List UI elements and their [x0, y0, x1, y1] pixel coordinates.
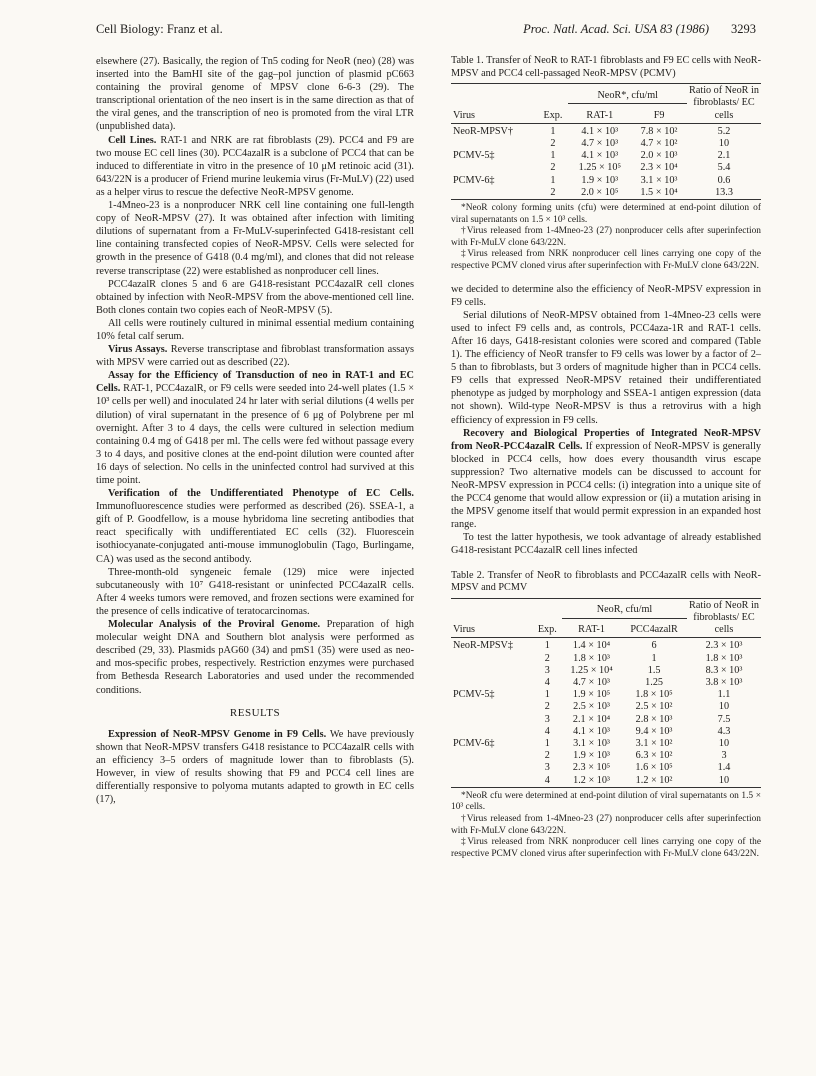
table-row [451, 677, 761, 689]
cell-virus [451, 726, 533, 738]
paragraph-text: we decided to determine also the efficiency of NeoR-MPSV expression in F9 cells. [451, 283, 761, 308]
running-header [96, 22, 756, 40]
cell-a: 1.2 × 10³ [562, 775, 621, 788]
cell-ratio: 2.3 × 10³ [705, 640, 743, 652]
paragraph-text: Immunofluorescence studies were performed as described (26). SSEA-1, a gift of P. Goodfellow, is a mouse hybridoma line secreting antibodies that react specifically with undifferentiated EC cells (32). Fluorescein isothiocyanate-conjugated anti-mouse immunoglobulin (Tago, Burlingame, CA) was used as the second antibody. [96, 501, 414, 565]
table-footnotes [451, 203, 761, 273]
cell-a: 3.1 × 10³ [573, 737, 610, 749]
journal-citation: Proc. Natl. Acad. Sci. USA 83 (1986) [523, 22, 709, 36]
paragraph-text: Three-month-old syngeneic female (129) mice were injected subcutaneously with 10⁷ G418-resistant or uninfected PCC4azalR cells. After 4 weeks tumors were removed, and frozen sections were examined for the presence of cells indicative of teratocarcinomas. [96, 566, 414, 617]
cell-virus [451, 775, 533, 788]
table-row [451, 665, 761, 677]
cell-virus [451, 677, 533, 689]
cell-exp: 2 [544, 652, 550, 664]
col-header-a: RAT-1 [568, 103, 631, 123]
data-table [451, 598, 761, 788]
paragraph [96, 487, 414, 566]
cell-virus [451, 762, 533, 774]
footnote: †Virus released from 1-4Mneo-23 (27) nonproducer cells after superinfection with Fr-MuLV clone 643/22N. [451, 226, 761, 248]
table-row [451, 750, 761, 762]
cell-exp: 4 [533, 775, 562, 788]
cell-exp: 1 [544, 640, 550, 652]
paragraph-heading: Verification of the Undifferentiated Phenotype of EC Cells. [108, 488, 414, 500]
running-head-right [523, 22, 756, 37]
cell-virus: NeoR-MPSV† [453, 125, 514, 137]
cell-exp: 1 [544, 737, 550, 749]
paragraph-heading: Expression of NeoR-MPSV Genome in F9 Cells. [108, 728, 327, 740]
table-title: Table 1. Transfer of NeoR to RAT-1 fibroblasts and F9 EC cells with NeoR-MPSV and PCC4 cell-passaged NeoR-MPSV (PCMV) [451, 55, 761, 79]
cell-ratio: 7.5 [717, 713, 731, 725]
cell-b: 3.1 × 10³ [640, 174, 678, 186]
cell-exp: 1 [550, 125, 556, 137]
table-1 [451, 55, 761, 273]
cell-virus [451, 162, 537, 174]
cell-ratio: 4.3 [717, 725, 731, 737]
cell-b: 9.4 × 10³ [635, 725, 673, 737]
table-row [451, 162, 761, 174]
col-header-virus: Virus [451, 598, 533, 638]
cell-virus: PCMV-5‡ [453, 150, 495, 162]
cell-b: 2.3 × 10⁴ [640, 162, 678, 174]
cell-virus: PCMV-6‡ [453, 174, 495, 186]
paragraph-heading: Cell Lines. [108, 134, 157, 146]
cell-ratio: 1.1 [717, 689, 731, 701]
paragraph [96, 566, 414, 618]
cell-exp: 2 [550, 162, 556, 174]
table-row [451, 175, 761, 187]
paragraph [451, 427, 761, 532]
cell-a: 4.1 × 10³ [581, 150, 619, 162]
col-header-ratio: Ratio of NeoR in fibroblasts/ EC cells [687, 598, 761, 638]
cell-a: 2.0 × 10⁵ [568, 187, 631, 200]
cell-exp: 4 [544, 676, 550, 688]
paragraph [96, 55, 414, 134]
paragraph [451, 531, 761, 557]
col-header-virus: Virus [451, 84, 537, 124]
table-row [451, 689, 761, 701]
cell-exp: 2 [544, 701, 550, 713]
cell-b: 6 [651, 640, 657, 652]
paragraph-text: All cells were routinely cultured in minimal essential medium containing 10% fetal calf serum. [96, 317, 414, 342]
table-row [451, 775, 761, 788]
paragraph-text: We have previously shown that NeoR-MPSV transfers G418 resistance to PCC4azalR cells with an efficiency 3–5 orders of magnitude lower than to fibroblasts (5). However, in view of results showing that F9 and PCC4 cell lines are differentially responsive to polyoma mutants adapted to growth in EC cells (17), [96, 728, 414, 806]
cell-a: 1.9 × 10³ [573, 750, 610, 762]
cell-ratio: 0.6 [717, 174, 731, 186]
paragraph [451, 309, 761, 427]
cell-ratio: 1.4 [717, 762, 731, 774]
paragraph-heading: Molecular Analysis of the Proviral Genome. [108, 619, 321, 631]
cell-virus [451, 701, 533, 713]
paragraph-heading: Recovery and Biological Properties of Integrated NeoR-MPSV from NeoR-PCC4azalR Cells. [451, 427, 761, 452]
paragraph-text: Serial dilutions of NeoR-MPSV obtained from 1-4Mneo-23 cells were used to infect F9 cells and, as controls, PCC4aza-1R and RAT-1 cells. After 16 days, G418-resistant colonies were scored and compared (Table 1). The efficiency of NeoR transfer to F9 cells was lower by a factor of 2–5 than to fibroblasts, but 3 orders of magnitude higher than in PCC4 cells. F9 cells that expressed NeoR-MPSV retained their undifferentiated phenotype as judged by morphology and SSEA-1 antigen expression (data not shown). Wild-type NeoR-MPSV is thus a retrovirus with a high efficiency of expression in F9 cells. [451, 309, 761, 426]
paragraph [451, 283, 761, 309]
cell-exp: 3 [544, 762, 550, 774]
cell-b: 1.8 × 10⁵ [635, 689, 673, 701]
cell-virus: NeoR-MPSV‡ [453, 640, 514, 652]
paragraph [96, 199, 414, 278]
cell-b: 1.6 × 10⁵ [635, 762, 673, 774]
paragraph [96, 618, 414, 697]
paragraph [96, 343, 414, 369]
cell-b: 2.0 × 10³ [640, 150, 678, 162]
cell-ratio: 3.8 × 10³ [705, 676, 743, 688]
table-row [451, 187, 761, 200]
cell-b: 1.5 × 10⁴ [631, 187, 687, 200]
paragraph-heading: Assay for the Efficiency of Transduction of neo in RAT-1 and EC Cells. [96, 370, 414, 395]
page-number: 3293 [731, 22, 756, 36]
col-header-ratio: Ratio of NeoR in fibroblasts/ EC cells [687, 84, 761, 124]
table-row [451, 714, 761, 726]
cell-virus [451, 653, 533, 665]
cell-a: 1.9 × 10⁵ [572, 689, 611, 701]
cell-exp: 2 [550, 138, 556, 149]
cell-a: 1.25 × 10⁵ [578, 162, 622, 174]
cell-ratio: 13.3 [687, 187, 761, 200]
paragraph-text: RAT-1, PCC4azalR, or F9 cells were seeded into 24-well plates (1.5 × 10³ cells per well) and inoculated 24 hr later with serial dilutions (4 wells per dilution) of viral supernatant in the presence of 6 μg of Polybrene per ml overnight. After 3 to 4 days, the cells were cultured in selection medium containing 0.4 mg of G418 per ml. The cells were fed without passage every 3 to 4 days, and positive clones at the end-point dilution were counted after 16 days of selection. No cells in the uninfected control had survived at this time point. [96, 383, 414, 486]
cell-exp: 3 [544, 664, 550, 676]
paragraph-heading: Virus Assays. [108, 344, 168, 356]
cell-ratio: 2.1 [717, 150, 731, 162]
cell-a: 4.1 × 10³ [573, 725, 610, 737]
cell-b: 6.3 × 10² [635, 750, 673, 762]
cell-virus [451, 750, 533, 762]
data-table [451, 83, 761, 200]
table-row [451, 638, 761, 653]
table-row [451, 762, 761, 774]
right-column [451, 55, 761, 860]
cell-a: 4.7 × 10³ [581, 138, 619, 149]
col-header-exp: Exp. [537, 84, 568, 124]
cell-a: 1.9 × 10³ [581, 174, 619, 186]
paragraph [96, 728, 414, 807]
cell-b: 1.2 × 10² [621, 775, 687, 788]
cell-ratio: 10 [718, 138, 730, 149]
cell-virus: PCMV-5‡ [453, 689, 495, 701]
table-row [451, 653, 761, 665]
table-row [451, 150, 761, 162]
col-header-b: F9 [631, 103, 687, 123]
cell-a: 1.4 × 10⁴ [572, 640, 611, 652]
cell-exp: 2 [537, 187, 568, 200]
paragraph-text: 1-4Mneo-23 is a nonproducer NRK cell line containing one full-length copy of NeoR-MPSV (27). It was obtained after infection with limiting dilutions of supernatant from a Fr-MuLV-superinfected G418-resistant cell line containing transfected copies of NeoR-MPSV. Cells were selected for growth in the presence of G418 (0.4 mg/ml), and clones that did not release reverse transcriptase (22) were established as nonproducer cell lines. [96, 200, 414, 277]
table-row [451, 138, 761, 150]
cell-virus [451, 714, 533, 726]
footnote: *NeoR colony forming units (cfu) were determined at end-point dilution of viral supernatants on 1.5 × 10³ cells. [451, 203, 761, 225]
cell-exp: 1 [550, 150, 556, 162]
paragraph-text: RAT-1 and NRK are rat fibroblasts (29). PCC4 and F9 are two mouse EC cell lines (30). PCC4azalR is a subclone of PCC4 that can be induced to differentiate in vitro in the presence of 10 μM retinoic acid (31). 643/22N is a producer of Friend murine leukemia virus (Fr-MuLV) (22) used as a helper virus to rescue the defective NeoR-MPSV genome. [96, 134, 414, 198]
table-row [451, 726, 761, 738]
table-row [451, 738, 761, 750]
cell-ratio: 5.4 [717, 162, 731, 174]
cell-exp: 2 [544, 750, 550, 762]
cell-exp: 4 [544, 725, 550, 737]
paragraph [96, 369, 414, 487]
col-header-group: NeoR, cfu/ml [562, 598, 687, 618]
cell-b: 3.1 × 10² [635, 737, 673, 749]
cell-exp: 1 [544, 689, 550, 701]
paragraph-text: PCC4azalR clones 5 and 6 are G418-resistant PCC4azalR cell clones obtained by infection with NeoR-MPSV from the above-mentioned cell line. Both clones contain two copies each of NeoR-MPSV (5). [96, 278, 414, 316]
cell-b: 1.5 [647, 664, 661, 676]
cell-a: 2.1 × 10⁴ [572, 713, 611, 725]
col-header-exp: Exp. [533, 598, 562, 638]
paragraph-text: If expression of NeoR-MPSV is generally blocked in PCC4 cells, how does every thousandth virus escape suppression? Two alternative models can be discussed to account for NeoR-MPSV expression in PCC4 cells: (i) integration into a unique site of the PCC4 genome that would allow expression or (ii) a mutation arising in the MPSV genome itself that would permit expression in an expanded host range. [451, 440, 761, 531]
table-title: Table 2. Transfer of NeoR to fibroblasts and PCC4azalR cells with NeoR-MPSV and PCMV [451, 569, 761, 594]
cell-a: 4.1 × 10³ [581, 125, 619, 137]
cell-b: 1 [651, 652, 657, 664]
paragraph [96, 278, 414, 317]
table-row [451, 701, 761, 713]
left-column [96, 55, 414, 806]
table-2 [451, 570, 761, 861]
cell-b: 4.7 × 10² [640, 138, 678, 149]
cell-virus [451, 187, 537, 200]
paragraph-text: Reverse transcriptase and fibroblast transformation assays with MPSV were carried out as described (22). [96, 344, 414, 369]
running-head-left: Cell Biology: Franz et al. [96, 22, 223, 36]
right-column-text [451, 283, 761, 558]
cell-a: 2.5 × 10³ [573, 701, 610, 713]
paragraph-text: To test the latter hypothesis, we took advantage of already established G418-resistant PCC4azalR cell lines infected [451, 532, 761, 557]
col-header-b: PCC4azalR [621, 618, 687, 638]
cell-exp: 1 [550, 174, 556, 186]
cell-ratio: 10 [718, 737, 730, 749]
table-row [451, 123, 761, 138]
cell-a: 4.7 × 10³ [573, 676, 610, 688]
cell-a: 2.3 × 10⁵ [572, 762, 611, 774]
cell-virus [451, 665, 533, 677]
cell-ratio: 10 [687, 775, 761, 788]
paragraph-text: Preparation of high molecular weight DNA and Southern blot analysis were performed as described (29, 33). Plasmids pAG60 (34) and pmS1 (35) were used as neo- and mos-specific probes, respectively. Restriction enzymes were purchased from Bethesda Research Laboratories and used under the recommended conditions. [96, 619, 414, 696]
cell-ratio: 10 [718, 701, 730, 713]
col-header-a: RAT-1 [562, 618, 621, 638]
cell-exp: 3 [544, 713, 550, 725]
footnote: ‡Virus released from NRK nonproducer cell lines carrying one copy of the respective PCMV cloned virus after superinfection with Fr-MuLV clone 643/22N. [451, 837, 761, 859]
footnote: *NeoR cfu were determined at end-point dilution of viral supernatants on 1.5 × 10³ cells. [451, 790, 761, 813]
footnote: †Virus released from 1-4Mneo-23 (27) nonproducer cells after superinfection with Fr-MuLV clone 643/22N. [451, 813, 761, 836]
section-heading: RESULTS [229, 706, 281, 719]
paragraph [96, 134, 414, 199]
cell-ratio: 5.2 [717, 125, 731, 137]
cell-a: 1.8 × 10³ [573, 652, 610, 664]
table-footnotes [451, 791, 761, 861]
col-header-group: NeoR*, cfu/ml [568, 84, 687, 104]
cell-b: 2.8 × 10³ [635, 713, 673, 725]
cell-b: 7.8 × 10² [640, 125, 678, 137]
cell-a: 1.25 × 10⁴ [570, 664, 613, 676]
cell-ratio: 8.3 × 10³ [705, 664, 743, 676]
paragraph-text: elsewhere (27). Basically, the region of Tn5 coding for NeoR (neo) (28) was inserted into the BamHI site of the gag–pol junction of plasmid pC663 containing the proviral genome of MPSV clone 6-6-3 (29). The transcriptional orientation of the neo insert is in the same direction as that of the viral genes, and the transcription of neo is promoted from the viral LTR (unpublished data). [96, 56, 414, 133]
footnote: ‡Virus released from NRK nonproducer cell lines carrying one copy of the respective PCMV cloned virus after superinfection with Fr-MuLV clone 643/22N. [451, 249, 761, 271]
cell-b: 2.5 × 10² [635, 701, 673, 713]
cell-virus [451, 138, 537, 150]
cell-virus: PCMV-6‡ [453, 737, 495, 749]
paragraph [96, 317, 414, 343]
cell-ratio: 1.8 × 10³ [705, 652, 743, 664]
cell-b: 1.25 [645, 676, 663, 688]
cell-ratio: 3 [721, 750, 727, 762]
